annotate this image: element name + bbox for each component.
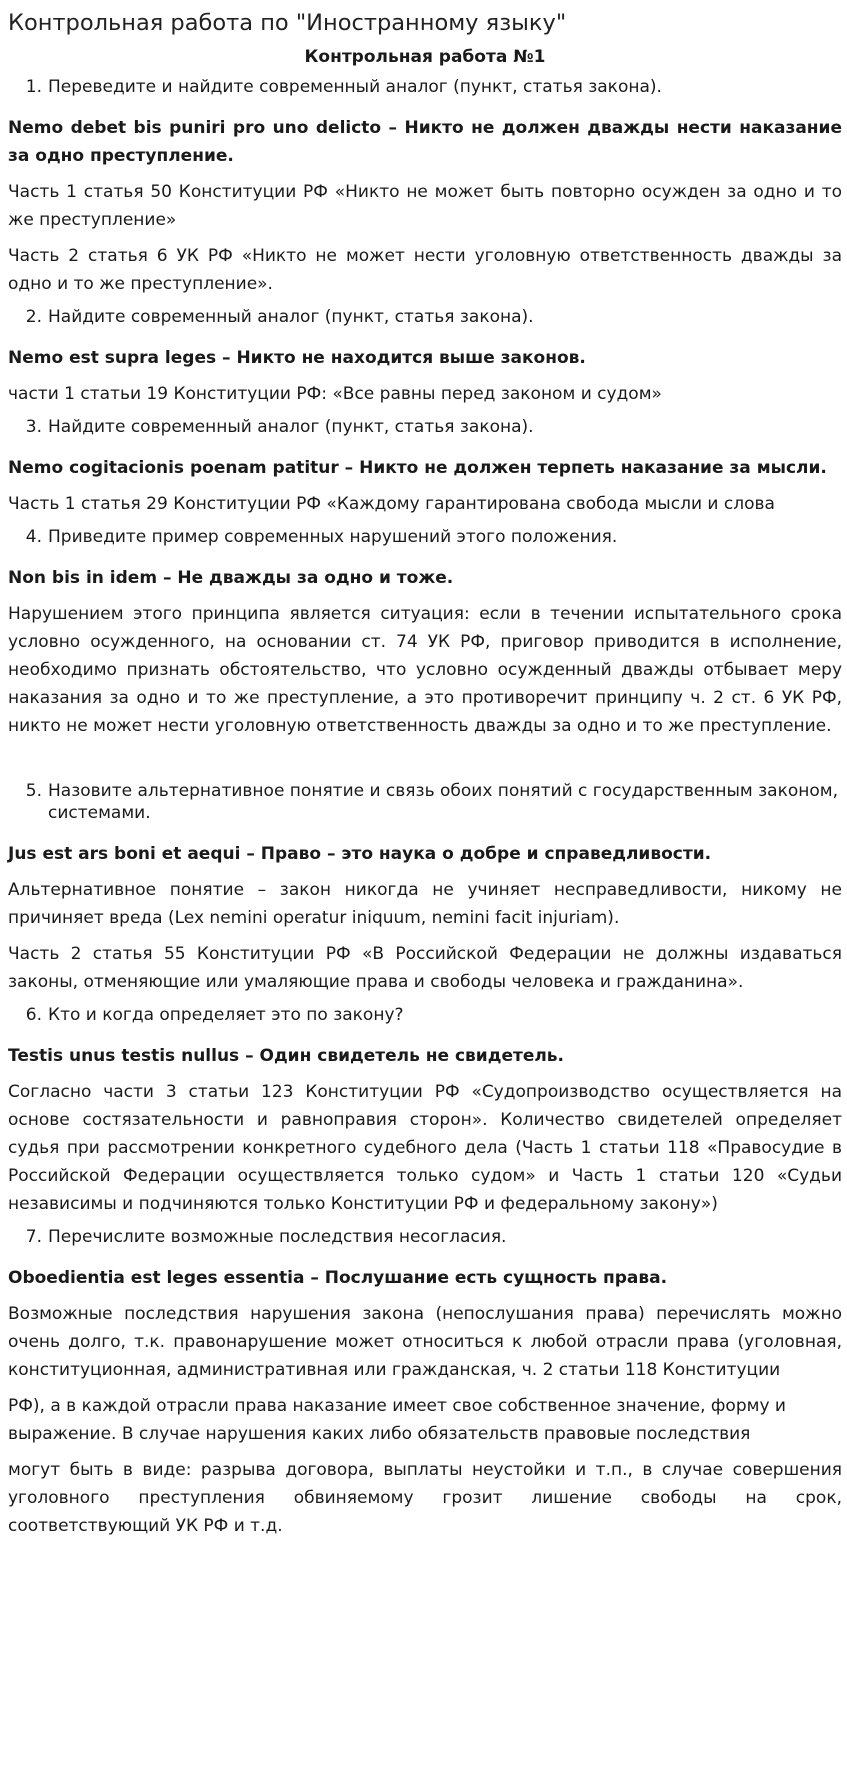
- answer-paragraph: Часть 1 статья 50 Конституции РФ «Никто не может быть повторно осужден за одно и то же преступление»: [8, 182, 842, 230]
- answer-paragraph: могут быть в виде: разрыва договора, выплаты неустойки и т.п., в случае совершения уголовного преступления обвиняемому грозит лишение свободы на срок, соответствующий УК РФ и т.д.: [8, 1460, 842, 1536]
- task-number: 3.: [25, 417, 42, 437]
- answer-paragraph: Возможные последствия нарушения закона (непослушания права) перечислять можно очень долго, т.к. правонарушение может относиться к любой отрасли права (уголовная, конституционная, административная или гражданская, ч. 2 статьи 118 Конституции: [8, 1304, 842, 1380]
- task-text: Найдите современный аналог (пункт, статья закона).: [48, 417, 534, 437]
- task-text: Назовите альтернативное понятие и связь обоих понятий с государственным законом, системами.: [48, 781, 838, 823]
- task-number: 7.: [25, 1227, 42, 1247]
- latin-maxim: Oboedientia est leges essentia – Послушание есть сущность права.: [8, 1268, 668, 1288]
- task-text: Перечислите возможные последствия несогласия.: [48, 1227, 507, 1247]
- task-number: 6.: [25, 1005, 42, 1025]
- task-text: Приведите пример современных нарушений этого положения.: [48, 527, 618, 547]
- task-item: [8, 76, 842, 98]
- task-item: [8, 1004, 842, 1026]
- latin-maxim: Nemo est supra leges – Никто не находится выше законов.: [8, 348, 586, 368]
- answer-paragraph: Согласно части 3 статьи 123 Конституции РФ «Судопроизводство осуществляется на основе состязательности и равноправия сторон». Количество свидетелей определяет судья при рассмотрении конкретного судебного дела (Часть 1 статьи 118 «Правосудие в Российской Федерации осуществляется только судом» и Часть 1 статьи 120 «Судьи независимы и подчиняются только Конституции РФ и федеральному закону»): [8, 1082, 842, 1214]
- latin-maxim: Nemo cogitacionis poenam patitur – Никто не должен терпеть наказание за мысли.: [8, 458, 827, 478]
- task-text: Найдите современный аналог (пункт, статья закона).: [48, 307, 534, 327]
- task-number: 4.: [25, 527, 42, 547]
- task-text: Кто и когда определяет это по закону?: [48, 1005, 404, 1025]
- document-content: [8, 8, 842, 1540]
- answer-paragraph: Часть 2 статья 55 Конституции РФ «В Российской Федерации не должны издаваться законы, отменяющие или умаляющие права и свободы человека и гражданина».: [8, 944, 842, 992]
- answer-paragraph: Альтернативное понятие – закон никогда не учиняет несправедливости, никому не причиняет вреда (Lex nemini operatur iniquum, nemini facit injuriam).: [8, 880, 842, 928]
- answer-paragraph: РФ), а в каждой отрасли права наказание имеет свое собственное значение, форму и выражение. В случае нарушения каких либо обязательств правовые последствия: [8, 1396, 786, 1444]
- answer-paragraph: Часть 1 статья 29 Конституции РФ «Каждому гарантирована свобода мысли и слова: [8, 494, 775, 514]
- task-number: 2.: [25, 307, 42, 327]
- document-title: Контрольная работа по "Иностранному языку": [8, 10, 567, 36]
- answer-paragraph: Часть 2 статья 6 УК РФ «Никто не может нести уголовную ответственность дважды за одно и то же преступление».: [8, 246, 842, 294]
- task-item: [8, 526, 842, 548]
- latin-maxim: Testis unus testis nullus – Один свидетель не свидетель.: [8, 1046, 565, 1066]
- task-number: 5.: [25, 781, 42, 801]
- answer-paragraph: части 1 статьи 19 Конституции РФ: «Все равны перед законом и судом»: [8, 384, 662, 404]
- task-item: [8, 780, 842, 824]
- task-item: [8, 306, 842, 328]
- task-number: 1.: [25, 77, 42, 97]
- task-item: [8, 1226, 842, 1248]
- document-subtitle: Контрольная работа №1: [304, 47, 546, 67]
- task-item: [8, 416, 842, 438]
- latin-maxim: Nemo debet bis puniri pro uno delicto – Никто не должен дважды нести наказание за одно преступление.: [8, 118, 842, 166]
- latin-maxim: Non bis in idem – Не дважды за одно и тоже.: [8, 568, 454, 588]
- answer-paragraph: Нарушением этого принципа является ситуация: если в течении испытательного срока условно осужденного, на основании ст. 74 УК РФ, приговор приводится в исполнение, необходимо признать обстоятельство, что условно осужденный дважды отбывает меру наказания за одно и то же преступление, а это противоречит принципу ч. 2 ст. 6 УК РФ, никто не может нести уголовную ответственность дважды за одно и то же преступление.: [8, 604, 842, 736]
- task-text: Переведите и найдите современный аналог (пункт, статья закона).: [48, 77, 662, 97]
- latin-maxim: Jus est ars boni et aequi – Право – это наука о добре и справедливости.: [8, 844, 712, 864]
